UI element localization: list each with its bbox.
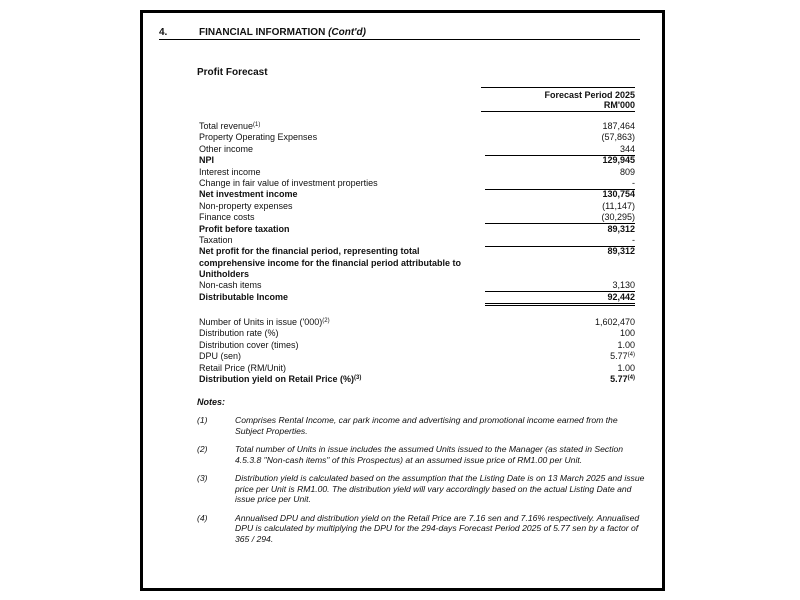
row-label: Net investment income bbox=[199, 189, 298, 200]
row-value: 344 bbox=[485, 144, 635, 156]
note-item bbox=[197, 473, 647, 505]
row-value: 89,312 bbox=[607, 246, 635, 257]
note-number: (3) bbox=[197, 473, 208, 483]
note-number: (2) bbox=[197, 444, 208, 454]
row-label: Distribution yield on Retail Price (%)$^{(3)}$ bbox=[199, 374, 362, 385]
column-header-unit: RM'000 bbox=[481, 100, 635, 112]
section-number: 4. bbox=[159, 27, 168, 38]
row-label: Distribution rate (%) bbox=[199, 328, 279, 339]
row-label: Taxation bbox=[199, 234, 233, 245]
row-label: Other income bbox=[199, 143, 254, 154]
stats-row bbox=[199, 317, 635, 328]
stats-row bbox=[199, 374, 635, 385]
table-row bbox=[199, 201, 635, 212]
profit-forecast-title: Profit Forecast bbox=[197, 67, 268, 78]
row-value: - bbox=[485, 235, 635, 247]
row-value: 100 bbox=[619, 328, 635, 339]
notes-title: Notes: bbox=[197, 397, 226, 407]
table-row bbox=[199, 292, 635, 303]
row-label: Distributable Income bbox=[199, 291, 289, 302]
note-item bbox=[197, 415, 647, 436]
row-value: 187,464 bbox=[602, 121, 635, 131]
table-row bbox=[199, 246, 635, 280]
note-text: Distribution yield is calculated based on the assumption that the Listing Date is on 13 March 2025 and issue price per Unit is RM1.00. The distribution yield will vary accordingly based on the actual Listing Date and issue price per Unit. bbox=[235, 473, 645, 504]
table-row bbox=[199, 121, 635, 132]
table-row bbox=[199, 167, 635, 178]
stats-row bbox=[199, 328, 635, 339]
row-value: (30,295) bbox=[485, 212, 635, 224]
table-row bbox=[199, 189, 635, 200]
stats-row bbox=[199, 363, 635, 374]
row-label: Non-property expenses bbox=[199, 200, 293, 211]
table-row bbox=[199, 155, 635, 166]
note-item bbox=[197, 513, 647, 545]
note-text: Total number of Units in issue includes the assumed Units issued to the Manager (as stated in Section 4.5.3.8 "Non-cash items" of this Prospectus) at an assumed issue price of RM1.00 per Unit. bbox=[235, 444, 624, 465]
row-value: 3,130 bbox=[485, 280, 635, 292]
row-label: Net profit for the financial period, representing total comprehensive income for the financial period attributable to Unitholders bbox=[199, 246, 462, 279]
note-number: (4) bbox=[197, 512, 208, 523]
note-text: Comprises Rental Income, car park income and advertising and promotional income earned from the Subject Properties. bbox=[235, 415, 618, 436]
row-label: DPU (sen) bbox=[199, 351, 242, 362]
stats-row bbox=[199, 351, 635, 362]
section-heading-suffix: (Cont'd) bbox=[328, 27, 366, 38]
table-row bbox=[199, 280, 635, 291]
row-value: 1,602,470 bbox=[594, 317, 635, 328]
notes-list bbox=[197, 415, 647, 552]
forecast-table bbox=[199, 121, 635, 385]
table-row bbox=[199, 212, 635, 223]
section-heading-text: FINANCIAL INFORMATION bbox=[199, 27, 326, 38]
row-label: Property Operating Expenses bbox=[199, 132, 318, 143]
document-page bbox=[140, 10, 665, 591]
row-value: 809 bbox=[619, 166, 635, 177]
table-row bbox=[199, 235, 635, 246]
note-number: (1) bbox=[197, 415, 208, 425]
table-row bbox=[199, 144, 635, 155]
row-value: (11,147) bbox=[602, 200, 635, 211]
note-text: Annualised DPU and distribution yield on the Retail Price are 7.16 sen and 7.16% respectively. Annualised DPU is calculated by multiplying the DPU for the 294-days Forecast Period 2025 of 5.77 sen by a factor of 365 / 294. bbox=[235, 512, 640, 544]
row-value: - bbox=[485, 178, 635, 190]
row-label: Non-cash items bbox=[199, 280, 262, 291]
section-heading bbox=[199, 27, 366, 38]
row-value: 130,754 bbox=[602, 189, 635, 200]
row-value: 129,945 bbox=[602, 155, 635, 166]
row-label: NPI bbox=[199, 155, 215, 166]
row-label: Retail Price (RM/Unit) bbox=[199, 362, 287, 373]
row-label: Distribution cover (times) bbox=[199, 339, 299, 350]
row-value: 5.77$^{(4)}$ bbox=[610, 374, 635, 385]
table-row bbox=[199, 224, 635, 235]
row-label: Change in fair value of investment properties bbox=[199, 177, 378, 188]
row-value: 5.77$^{(4)}$ bbox=[610, 351, 635, 362]
table-row bbox=[199, 178, 635, 189]
row-value: 1.00 bbox=[617, 362, 635, 373]
row-label: Profit before taxation bbox=[199, 223, 290, 234]
stats-row bbox=[199, 340, 635, 351]
row-value: 1.00 bbox=[617, 339, 635, 350]
column-header-period: Forecast Period 2025 bbox=[481, 87, 635, 100]
note-item bbox=[197, 444, 647, 465]
row-value: 89,312 bbox=[607, 223, 635, 234]
row-label: Total revenue$^{(1)}$ bbox=[199, 121, 261, 131]
row-label: Interest income bbox=[199, 166, 261, 177]
row-value: 92,442 bbox=[485, 292, 635, 306]
row-value: (57,863) bbox=[601, 132, 635, 143]
row-label: Number of Units in issue $('000)^{(2)}$ bbox=[199, 317, 330, 328]
row-label: Finance costs bbox=[199, 212, 255, 223]
table-row bbox=[199, 132, 635, 143]
section-header bbox=[159, 27, 640, 40]
